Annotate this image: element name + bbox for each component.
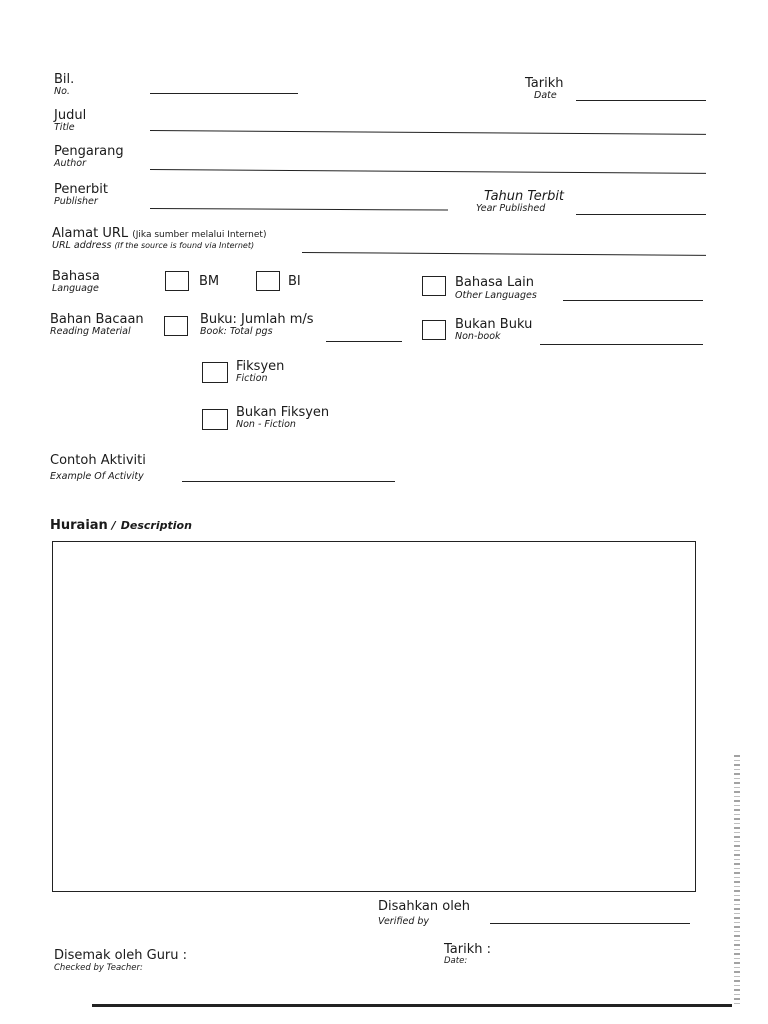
- bottom-rule: [92, 1004, 732, 1007]
- no-field[interactable]: [150, 93, 298, 94]
- verified-field[interactable]: [490, 923, 690, 924]
- book-pages-field[interactable]: [326, 341, 402, 342]
- url-label-text: Alamat URL: [52, 226, 129, 241]
- book-label: Buku: Jumlah m/s: [200, 312, 314, 327]
- bi-checkbox[interactable]: [256, 271, 280, 291]
- non-book-field[interactable]: [540, 344, 703, 345]
- reading-material-label: Bahan Bacaan: [50, 312, 144, 327]
- url-note: (Jika sumber melalui Internet): [132, 230, 267, 240]
- date-sublabel: Date: [534, 90, 557, 101]
- language-sublabel: Language: [52, 283, 99, 294]
- book-sublabel: Book: Total pgs: [200, 326, 273, 337]
- checked-sublabel: Checked by Teacher:: [54, 963, 143, 973]
- non-book-sublabel: Non-book: [455, 331, 501, 342]
- url-sublabel: [52, 240, 254, 251]
- bm-label: BM: [199, 274, 220, 289]
- description-separator: /: [107, 519, 116, 532]
- activity-sublabel: Example Of Activity: [50, 471, 144, 482]
- other-language-checkbox[interactable]: [422, 276, 446, 296]
- url-sublabel-text: URL address: [52, 240, 112, 251]
- date2-label: Tarikh :: [444, 942, 491, 957]
- verified-sublabel: Verified by: [378, 916, 430, 927]
- publisher-field[interactable]: [150, 208, 448, 211]
- non-fiction-sublabel: Non - Fiction: [236, 419, 296, 430]
- other-language-sublabel: Other Languages: [455, 290, 537, 301]
- date-field[interactable]: [576, 100, 706, 101]
- non-fiction-checkbox[interactable]: [202, 409, 228, 430]
- url-field[interactable]: [302, 252, 706, 256]
- date2-sublabel: Date:: [444, 956, 468, 966]
- year-sublabel: Year Published: [476, 203, 546, 214]
- url-sub-note: (If the source is found via Internet): [114, 241, 255, 250]
- description-heading: [50, 514, 192, 533]
- bi-label: BI: [288, 274, 301, 289]
- scan-edge-artifact: [734, 755, 740, 1005]
- no-label: Bil.: [54, 72, 75, 87]
- verified-label: Disahkan oleh: [378, 899, 471, 914]
- activity-label: Contoh Aktiviti: [50, 453, 146, 468]
- non-book-checkbox[interactable]: [422, 320, 446, 340]
- reading-material-sublabel: Reading Material: [50, 326, 131, 337]
- description-sublabel: Description: [120, 519, 192, 532]
- checked-label: Disemak oleh Guru :: [54, 948, 188, 963]
- fiction-sublabel: Fiction: [236, 373, 268, 384]
- language-label: Bahasa: [52, 269, 100, 284]
- description-textarea[interactable]: [52, 541, 696, 892]
- non-fiction-label: Bukan Fiksyen: [236, 405, 330, 420]
- bm-checkbox[interactable]: [165, 271, 189, 291]
- author-field[interactable]: [150, 169, 706, 174]
- title-sublabel: Title: [54, 122, 75, 133]
- author-sublabel: Author: [54, 158, 86, 169]
- publisher-label: Penerbit: [54, 182, 108, 197]
- author-label: Pengarang: [54, 144, 124, 159]
- book-checkbox[interactable]: [164, 316, 188, 336]
- fiction-checkbox[interactable]: [202, 362, 228, 383]
- year-label: Tahun Terbit: [484, 189, 565, 204]
- non-book-label: Bukan Buku: [455, 317, 533, 332]
- year-field[interactable]: [576, 214, 706, 215]
- no-sublabel: No.: [54, 86, 70, 97]
- other-language-label: Bahasa Lain: [455, 275, 535, 290]
- title-label: Judul: [54, 108, 87, 123]
- fiction-label: Fiksyen: [236, 359, 285, 374]
- publisher-sublabel: Publisher: [54, 196, 98, 207]
- title-field[interactable]: [150, 130, 706, 135]
- date-label: Tarikh: [525, 76, 564, 91]
- activity-field[interactable]: [182, 481, 395, 482]
- other-language-field[interactable]: [563, 300, 703, 301]
- description-label: Huraian: [50, 518, 108, 533]
